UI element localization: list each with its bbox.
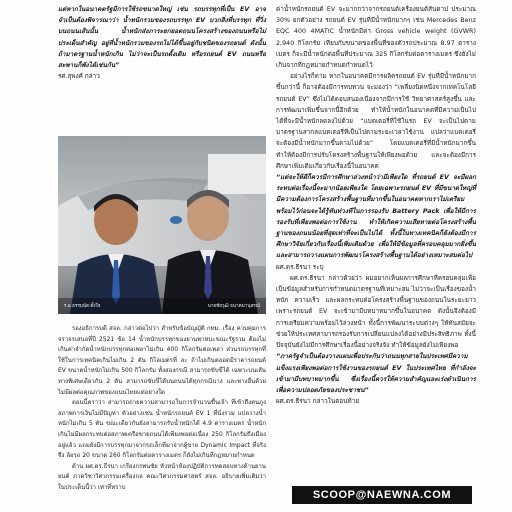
left-top-text [58,4,266,82]
right-text [276,4,476,407]
body-paragraph: ค่าน้ำหนักรถยนต์ EV จะมากกว่าจากรถยนต์เครื่องยนต์สันดาป ประมาณ 30% ยกตัวอย่าง รถยนต์ EV รุ่นที่มีน้ำหนักมากๆ เช่น Mercedes Benz EQC 400 4MATIC น้ำหนักมีค่า Gross vehicle weight (GVWR) 2,940 กิโลกรัม เทียบกับขนาดของพื้นที่ของตัวรถประมาณ 8.97 ตารางเมตร ก็จะมีน้ำหนักต่อพื้นที่ประมาณ 325 กิโลกรัมต่อตารางเมตร ซึ่งยังไม่เกินจากที่กฎหมายกำหนดกำหนดไว้ [276,6,476,70]
quote-paragraph: แต่หากในอนาคตรัฐมีการใช้รถขนาดใหญ่ เช่น รถบรรทุกที่เป็น EV อาจจำเป็นต้องพิจารณาว่า น้ำหนักรวมของรถบรรทุก EV บวกสิ่งที่บรรทุก ที่วิ่งบนถนนเส้นนั้น น้ำหนักส่งภาระยกยอดถนนโครงสร้างของถนนหรือไม่ ประเด็นสำคัญ อยู่ที่น้ำหนักรวมของรถไม่ได้ขึ้นอยู่กับชนิดของรถยนต์ ดังนั้น ถ้ามาตรฐานน้ำหนักเกิน ไม่ว่าจะเป็นรถดั้งเดิม หรือรถยนต์ EV ถนนหรือสะพานก็พังได้เช่นกัน” [58,6,266,70]
scoop-email-box[interactable]: SCOOP@NAEWNA.COM [292,486,472,504]
quote-paragraph: “แต่จะให้ดีก็ควรมีการศึกษาล่วงหน้าว่ามีเพียงใด ที่รถยนต์ EV จะมีผลกระทบต่อเรื่องนี้จะมากน้อยเพียงใด โดยเฉพาะรถยนต์ EV ที่มีขนาดใหญ่ที่มีความต้องการโครงสร้างพื้นฐานที่มากขึ้นในอนาคตหากเราไม่เตรียมพร้อมไว้ก่อนจะได้รู้ทันท่วงทีในการรองรับ Battery Pack เพื่อให้มีการรองรับที่เพียงพอต่อการใช้งาน ทำให้เกิดความเสียหายต่อโครงสร้างพื้นฐานของถนนน้อยที่สุดเท่าที่จะเป็นไปได้ ทั้งนี้ในทางเทคนิคก็ยังต้องมีการศึกษาวิจัยเกี่ยวกับเรื่องนี้เพิ่มเติมด้วย เพื่อให้มีข้อมูลที่ครอบคลุมมากยิ่งขึ้นและสามารถวางแผนการพัฒนาโครงสร้างพื้นฐานได้อย่างเหมาะสมต่อไป [276,174,476,260]
photo-illustration [58,136,266,314]
quote-paragraph: “ภาครัฐจำเป็นต้องวางแผนเพื่อประกันว่าถนนทุกสายในประเทศมีความแข็งแรงเพียงพอต่อการใช้งานของรถยนต์ EV ในประเทศไทย ที่กำลังจะเข้ามามีบทบาทมากขึ้น ซึ่งเรื่องนี้ควรให้ความสำคัญและเร่งดำเนินการเพื่อความปลอดภัยของประชาชน” [276,353,476,394]
body-paragraph: อย่างไรก็ตาม หากในอนาคตมีการผลิตรถยนต์ EV รุ่นที่มีน้ำหนักมากขึ้นกว่านี้ ก็อาจต้องมีการทบทวน จะมองว่า “เพลี่ยงนิดหนึ่งจากเทคโนโลยีรถยนต์ EV” ซึ่งไม่ได้ตอบสนองเนื่องจากมีการใช้ วิทยาศาสตร์สูงขึ้น และการพัฒนาเพิ่มขึ้นจากนี้อีกด้วย ทำให้น้ำหนักในอนาคตที่มีความเป็นไปได้ที่จะมีน้ำหนักลดลงไปด้วย “แบตเตอรี่ที่ใช้ในรถ EV จะเป็นไปตามมาตรฐานสากลแบตเตอรี่ที่เป็นไปตามระยะเวลาใช้งาน แปลว่าแบตเตอรี่จะต้องมีน้ำหนักมากขึ้นตามไปด้วย” โดยแบตเตอรี่ที่มีน้ำหนักมากขึ้นทำให้ต้องมีการปรับโครงสร้างพื้นฐานให้เพียงพอด้วย และจะต้องมีการศึกษาเพิ่มเติมเกี่ยวกับเรื่องนี้ในอนาคต [276,73,476,170]
left-bottom-text [58,324,266,494]
body-paragraph: ตอนนี้คราว่า สามารถถ่ายความสามารถในการจำนวนขึ้นเจ้า ที่เข้าถึงคนภูงสภาพการเงินไม่มีปัญหา ตัวอย่างเช่น น้ำหนักรถยนต์ EV 1 ที่นั่งรวม แปลวางน้ำหนักไม่เกิน 5 ตัน ขณะเดียวกันยังสามารถรับน้ำหนักได้ 4.9 ตารางเมตร น้ำหนักเกินไม่มีผลกระทบต่อสภาพเครือข่ายถนนได้เพียงพอต่อเนื่อง 250 กิโลกรัมถึงเมืองอยู่แล้ว แถมยังมีการบรรทุกมาจากรถเล็กที่มาจากผู้ขาย Dynamic Impact ที่จริงจึง ล้อรถ 20 ขนาด 260 กิโลกรัมต่อตารางเมตร ก็ยังไม่เกินที่กฎหมายกำหนด [58,400,266,460]
body-paragraph: ผศ.ดร.ธีรนา กล่าวด้วยว่า ผมอยากเห็นผลการศึกษาที่ครอบคลุมเพื่อเป็นข้อมูลสำหรับการกำหนดมาตรฐานที่เหมาะสม ไม่ว่าจะเป็นเรื่องของน้ำหนัก ความเร็ว และผลกระทบต่อโครงสร้างพื้นฐานของถนนในระยะยาว เพราะรถยนต์ EV จะเข้ามามีบทบาทมากขึ้นในอนาคต ดังนั้นจึงต้องมีการเตรียมความพร้อมไว้ล่วงหน้า ทั้งนี้การพัฒนาระบบต่างๆ ให้ทันสมัยจะช่วยให้ประเทศสามารถรองรับการเปลี่ยนแปลงได้อย่างมีประสิทธิภาพ ทั้งนี้ปัจจุบันยังไม่มีการศึกษาเรื่องนี้อย่างจริงจัง ทำให้ข้อมูลยังไม่เพียงพอ [276,274,476,350]
body-paragraph: ด้าน ผศ.ดร.ธีรนา เกรียงกรพนชัย หัวหน้าห้องปฏิบัติการทดสอบทางด้านยานยนต์ ภาควิชาวิศวกรรมเครื่องกล คณะวิศวกรรมศาสตร์ สจล. อธิบายเพิ่มเติมว่า ในประเด็นนี้ว่า เท่าที่ทราบ [58,463,266,491]
photo-caption-right: นายชัยวุฒิ ธนาคมานุสรณ์ [207,304,260,309]
news-photo [58,136,266,314]
attribution-line: ผศ.ดร.ธีรนา กล่าวในตอนท้าย [276,398,360,406]
attribution-line: รศ.สุพงศ์ กล่าว [58,73,100,81]
body-paragraph: รองอธิการบดี สจล. กล่าวต่อไปว่า สำหรับข้อบัญญัติ กทม. เรื่อง ควบคุมการจราจรเสนอที่ปี 2521 ข้อ 14 น้ำหนักบรรทุกของยานพาหนะขณะรัฐรวม ต้องไม่เกินค่าจำกัดน้ำหนักบรรทุกต่อเพลาไม่เกิน 400 กิโลกรัมต่อเพลา ส่วนรถบรรทุกที่ใช้ในการเทคนิคเกินไม่เกิน 2 ตัน กิโลเมตรที่ ละ ถ้าไม่เกินตลอดมีราคารถยนต์ EV ขนาดน้ำหนักไม่เกิน 500 กิโลกรัม ทั้งสองกรณี สามารถขับขี่ได้ เฉพาะบนเส้นทางพิเศษเดียวกัน 2 ตัน สามารถขับขี่ได้บนถนนได้ทุกกรณีบาง และทางอื่นด้วย ไม่มีผลต่อคุณภาพของถนนไทยแต่อย่างใด [58,326,266,396]
photo-caption-left: ร.อ.ธรรมนัส ตั้งใจ [64,304,101,309]
attribution-line: ผศ.ดร.ธีรนา ระบุ [276,263,324,271]
